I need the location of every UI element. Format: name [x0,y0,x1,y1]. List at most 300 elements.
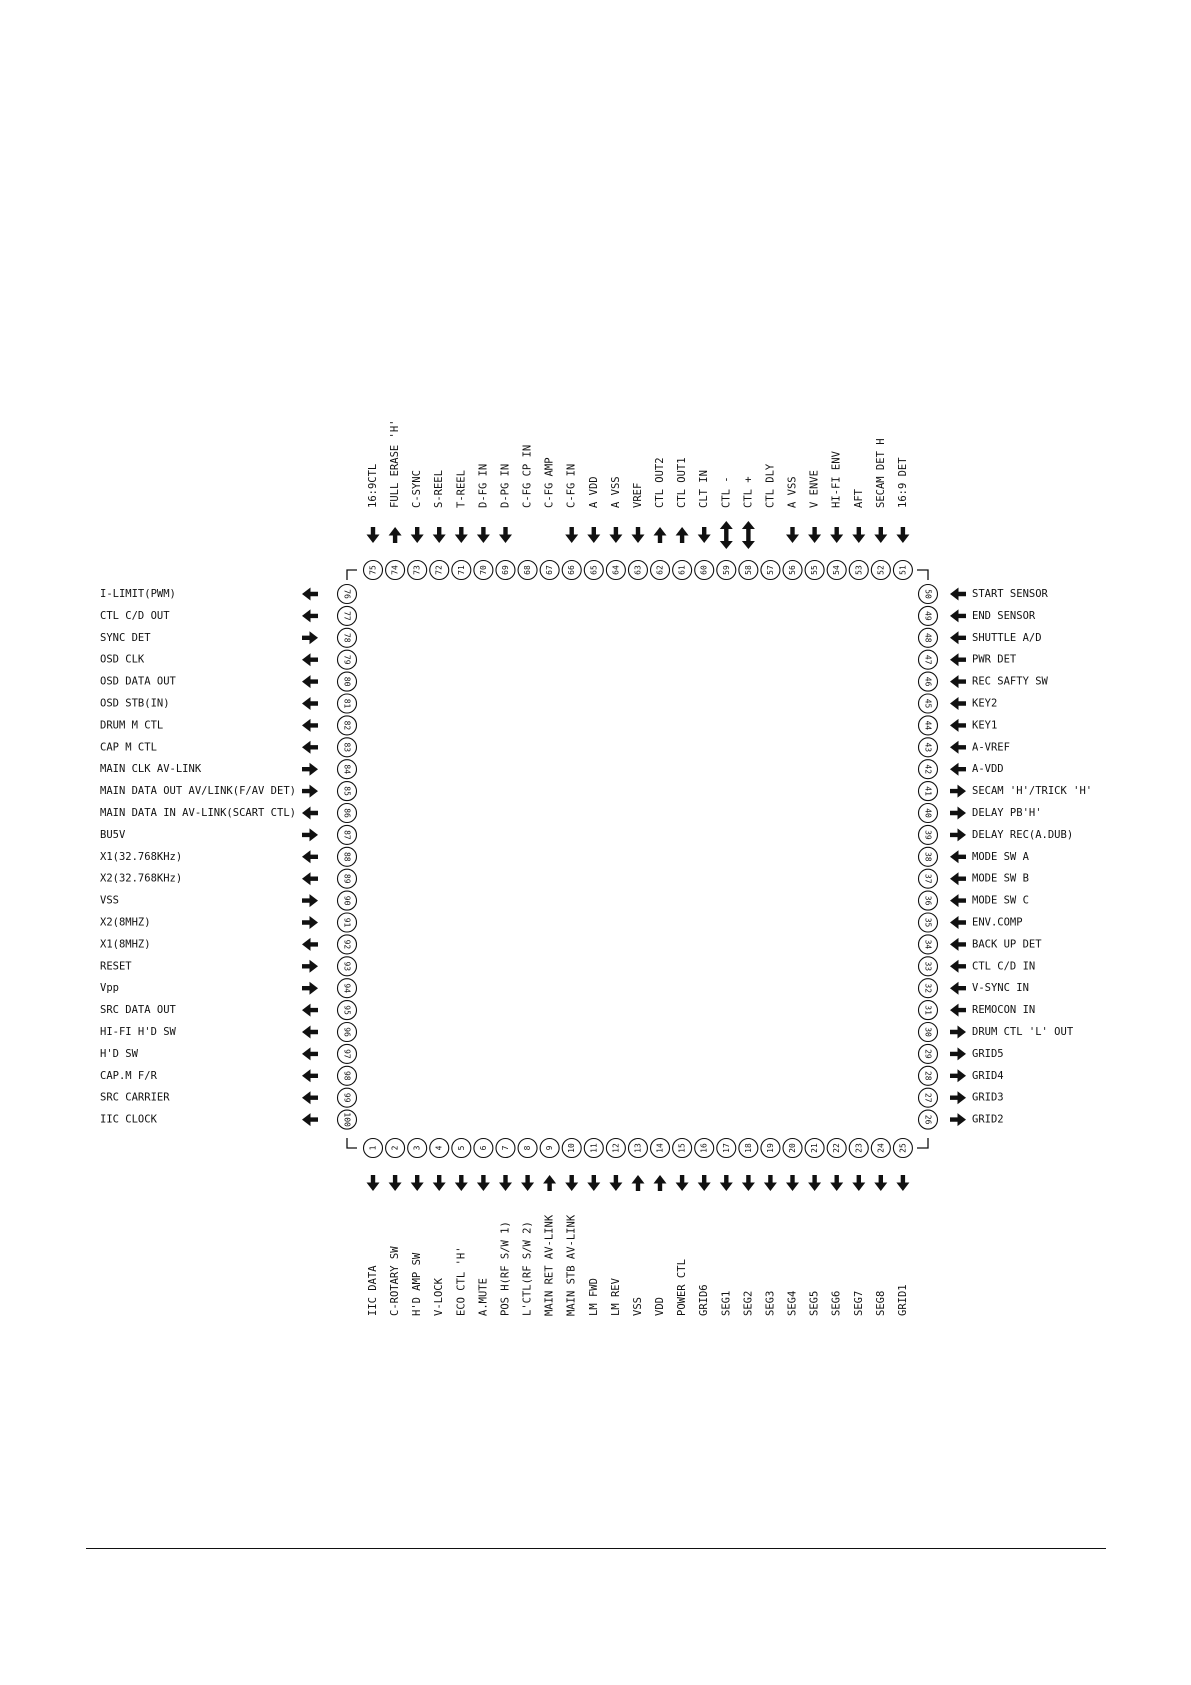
pin-31-arrow-in [950,1004,966,1017]
pin-98 [338,1066,357,1085]
pin-43-label-a-vref: A-VREF [972,741,1010,754]
pin-93-arrow-in [302,960,318,973]
pin-22 [827,1139,846,1158]
pin-64-label-a-vss: A VSS [609,476,622,508]
pin-18-arrow-out [742,1175,755,1191]
pin-25-arrow-out [896,1175,909,1191]
pin-97-number: 97 [342,1049,352,1059]
pin-84-number: 84 [342,764,352,775]
pin-32 [919,979,938,998]
pin-84-arrow-in [302,763,318,776]
pin-39-number: 39 [923,830,933,840]
pin-9-number: 9 [545,1145,555,1151]
pin-59-number: 59 [721,565,731,575]
pin-57-number: 57 [765,565,775,575]
pin-56-arrow-in [786,527,799,543]
pin-38-label-mode-sw-a: MODE SW A [972,850,1029,863]
pin-89-arrow-out [302,872,318,885]
pin-19-number: 19 [765,1143,775,1153]
pin-46-label-rec-safty-sw: REC SAFTY SW [972,675,1048,688]
pin-2-label-c-rotary-sw: C-ROTARY SW [389,1246,402,1316]
pin-65 [584,561,603,580]
pin-38 [919,847,938,866]
pin-8 [518,1139,537,1158]
pin-72 [430,561,449,580]
pin-85-number: 85 [342,786,352,796]
pin-68-label-c-fg-cp-in: C-FG CP IN [521,444,534,508]
pin-21-label-seg5: SEG5 [808,1290,821,1316]
pin-53-number: 53 [854,565,864,575]
pin-45 [919,694,938,713]
pin-30-label-drum-ctl-l-out: DRUM CTL 'L' OUT [972,1026,1074,1038]
pin-71 [452,561,471,580]
pin-99-number: 99 [342,1092,352,1103]
pin-28 [919,1066,938,1085]
pin-99 [338,1088,357,1107]
pin-97-label-h-d-sw: H'D SW [100,1047,138,1060]
pin-54-arrow-in [830,527,843,543]
pin-87-arrow-in [302,828,318,841]
pin-49-arrow-in [950,609,966,622]
pin-90-arrow-in [302,894,318,907]
pin-32-number: 32 [923,983,933,994]
pin-39-arrow-out [950,828,966,841]
pin-98-label-cap-m-f-r: CAP.M F/R [100,1069,157,1082]
pin-87 [338,825,357,844]
pin-73 [408,561,427,580]
pin-27-number: 27 [923,1092,933,1103]
pin-30-arrow-out [950,1026,966,1039]
pin-71-arrow-in [455,527,468,543]
pin-48-label-shuttle-a-d: SHUTTLE A/D [972,631,1042,644]
pin-26-arrow-out [950,1113,966,1126]
pin-15-number: 15 [677,1143,687,1153]
pin-80-arrow-out [302,675,318,688]
pin-56-number: 56 [788,565,798,575]
pin-29-arrow-out [950,1047,966,1060]
pin-96-number: 96 [342,1027,352,1037]
pin-46-number: 46 [923,676,933,687]
pin-68-number: 68 [523,565,533,575]
pin-94-label-vpp: Vpp [100,982,119,995]
pin-81-label-osd-stb-in: OSD STB(IN) [100,697,170,710]
pin-86 [338,804,357,823]
pin-96-arrow-out [302,1026,318,1039]
pin-70-label-d-fg-in: D-FG IN [477,463,490,508]
pin-40 [919,804,938,823]
pin-82-number: 82 [342,720,352,731]
pin-83-number: 83 [342,742,352,753]
pin-48-number: 48 [923,632,933,643]
pin-21-number: 21 [810,1143,820,1153]
pin-47-label-pwr-det: PWR DET [972,653,1017,666]
pin-12-arrow-out [609,1175,622,1191]
pin-19-label-seg3: SEG3 [764,1290,777,1316]
pin-27 [919,1088,938,1107]
pin-6 [474,1139,493,1158]
pin-35 [919,913,938,932]
pin-50 [919,585,938,604]
pin-48-arrow-in [950,631,966,644]
pin-91 [338,913,357,932]
pin-42 [919,760,938,779]
pin-83 [338,738,357,757]
pin-78 [338,628,357,647]
pin-62-arrow-out [654,527,667,543]
pin-28-arrow-out [950,1069,966,1082]
pin-11-arrow-out [587,1175,600,1191]
pin-58-label-ctl: CTL + [742,476,755,508]
pin-53 [849,561,868,580]
pin-1-arrow-out [367,1175,380,1191]
pin-13-number: 13 [633,1143,643,1153]
pin-33 [919,957,938,976]
pin-43-number: 43 [923,742,933,753]
pin-16 [695,1139,714,1158]
pin-4-label-v-lock: V-LOCK [433,1278,446,1316]
pin-17-arrow-out [720,1175,733,1191]
pin-92-number: 92 [342,939,352,950]
pin-58 [739,561,758,580]
pin-31-label-remocon-in: REMOCON IN [972,1004,1036,1017]
pin-62-number: 62 [655,565,665,575]
pin-26 [919,1110,938,1129]
pin-2-arrow-out [389,1175,402,1191]
pin-98-number: 98 [342,1070,352,1081]
pin-46-arrow-in [950,675,966,688]
pin-1-label-iic-data: IIC DATA [367,1265,379,1316]
pin-55-label-v-enve: V ENVE [808,470,821,508]
pin-65-arrow-in [587,527,600,543]
pin-85-label-main-data-out-av-link-f-av-det: MAIN DATA OUT AV/LINK(F/AV DET) [100,785,296,798]
pin-90-number: 90 [342,895,352,906]
pin-69-number: 69 [500,565,510,575]
pin-25 [893,1139,912,1158]
pin-95 [338,1001,357,1020]
pin-89 [338,869,357,888]
pin-49-label-end-sensor: END SENSOR [972,609,1036,622]
pin-88-label-x1-32-768khz: X1(32.768KHz) [100,850,183,863]
pin-75-number: 75 [368,565,378,575]
pin-78-number: 78 [342,632,352,643]
pin-86-label-main-data-in-av-link-scart-ctl: MAIN DATA IN AV-LINK(SCART CTL) [100,807,296,819]
pin-89-number: 89 [342,873,352,884]
pin-55-arrow-in [808,527,821,543]
chip-body-layer [347,570,928,1151]
pin-2 [386,1139,405,1158]
pin-63 [628,561,647,580]
pin-40-number: 40 [923,808,933,818]
pin-43-arrow-in [950,741,966,754]
pin-54-number: 54 [832,565,842,575]
pin-91-number: 91 [342,917,352,928]
pin-79 [338,650,357,669]
pin-37 [919,869,938,888]
pin-79-number: 79 [342,654,352,665]
pin-1-number: 1 [368,1145,378,1151]
pin-13 [628,1139,647,1158]
pin-95-arrow-out [302,1004,318,1017]
pin-26-number: 26 [923,1114,933,1125]
pin-66 [562,561,581,580]
pin-11-label-lm-fwd: LM FWD [587,1278,600,1316]
pin-34-number: 34 [923,939,933,950]
pin-18-number: 18 [743,1143,753,1153]
pin-57-label-ctl-dly: CTL DLY [764,463,777,508]
pin-92-label-x1-8mhz: X1(8MHZ) [100,938,151,951]
pin-76-label-i-limit-pwm: I-LIMIT(PWM) [100,588,176,600]
pin-8-arrow-out [521,1175,534,1191]
pin-76-arrow-out [302,588,318,601]
pin-23-label-seg7: SEG7 [852,1290,865,1316]
pin-82-label-drum-m-ctl: DRUM M CTL [100,719,164,732]
pin-86-number: 86 [342,808,352,818]
pin-88-number: 88 [342,851,352,862]
pin-70 [474,561,493,580]
pin-52-number: 52 [876,565,886,575]
pin-79-label-osd-clk: OSD CLK [100,653,145,666]
pin-84-label-main-clk-av-link: MAIN CLK AV-LINK [100,763,202,776]
pin-45-arrow-in [950,697,966,710]
pin-36-arrow-in [950,894,966,907]
pin-55-number: 55 [810,565,820,575]
pin-3-label-h-d-amp-sw: H'D AMP SW [411,1252,424,1316]
pin-77-arrow-out [302,609,318,622]
pin-25-number: 25 [898,1143,908,1153]
pin-11-number: 11 [589,1143,599,1153]
pins-layer [100,419,1092,1316]
pin-11 [584,1139,603,1158]
pin-23-arrow-out [852,1175,865,1191]
pin-10-number: 10 [567,1143,577,1153]
pin-93 [338,957,357,976]
pin-25-label-grid1: GRID1 [896,1284,909,1316]
pin-66-number: 66 [567,565,577,575]
pin-42-arrow-in [950,763,966,776]
pin-94-number: 94 [342,983,352,994]
pin-74-arrow-out [389,527,402,543]
pin-51-label-16-9-det: 16:9 DET [896,457,909,508]
pin-37-label-mode-sw-b: MODE SW B [972,872,1029,885]
pin-40-label-delay-pb-h: DELAY PB'H' [972,807,1042,819]
pin-97 [338,1044,357,1063]
pin-31-number: 31 [923,1005,933,1015]
pin-94 [338,979,357,998]
pin-94-arrow-in [302,982,318,995]
pin-15-arrow-out [676,1175,689,1191]
pin-60-number: 60 [699,565,709,575]
pin-32-arrow-in [950,982,966,995]
pin-12 [606,1139,625,1158]
pin-17-number: 17 [721,1143,731,1153]
pin-4-number: 4 [434,1145,444,1151]
pin-9 [540,1139,559,1158]
pin-61-arrow-out [676,527,689,543]
pin-74-label-full-erase-h: FULL ERASE 'H' [389,419,402,508]
pin-19-arrow-out [764,1175,777,1191]
pin-30-number: 30 [923,1027,933,1037]
pin-54 [827,561,846,580]
pin-100-label-iic-clock: IIC CLOCK [100,1113,157,1126]
pin-34-label-back-up-det: BACK UP DET [972,938,1042,951]
pin-92-arrow-out [302,938,318,951]
pin-38-number: 38 [923,851,933,862]
pin-27-label-grid3: GRID3 [972,1091,1004,1104]
pin-76 [338,585,357,604]
pin-81 [338,694,357,713]
pin-3-arrow-out [411,1175,424,1191]
pin-59-label-ctl: CTL - [720,476,733,508]
pin-80-label-osd-data-out: OSD DATA OUT [100,675,176,688]
pin-84 [338,760,357,779]
pin-65-label-a-vdd: A VDD [587,476,600,508]
pin-50-label-start-sensor: START SENSOR [972,588,1048,600]
pin-10-label-main-stb-av-link: MAIN STB AV-LINK [565,1214,578,1316]
pin-75-label-16-9ctl: 16:9CTL [367,463,379,508]
pin-51-arrow-in [896,527,909,543]
pin-26-label-grid2: GRID2 [972,1113,1004,1126]
pin-44-number: 44 [923,720,933,731]
pin-3-number: 3 [412,1145,422,1151]
pin-52-label-secam-det-h: SECAM DET H [874,438,887,508]
pin-77 [338,606,357,625]
pin-46 [919,672,938,691]
pin-78-label-sync-det: SYNC DET [100,631,151,644]
pin-41-label-secam-h-trick-h: SECAM 'H'/TRICK 'H' [972,785,1093,798]
pin-41 [919,782,938,801]
pin-17-label-seg1: SEG1 [720,1290,733,1316]
pin-62-label-ctl-out2: CTL OUT2 [654,457,667,508]
pin-14-arrow-in [654,1175,667,1191]
pin-8-label-l-ctl-rf-s-w-2: L'CTL(RF S/W 2) [521,1221,534,1316]
pin-66-label-c-fg-in: C-FG IN [565,463,578,508]
pin-87-label-bu5v: BU5V [100,828,126,841]
pin-93-number: 93 [342,961,352,972]
pin-61 [673,561,692,580]
pin-64-number: 64 [611,565,621,575]
pin-22-label-seg6: SEG6 [830,1290,843,1316]
pin-87-number: 87 [342,830,352,840]
pin-12-number: 12 [611,1143,621,1153]
pin-24 [871,1139,890,1158]
pin-73-label-c-sync: C-SYNC [411,470,424,508]
pin-65-number: 65 [589,565,599,575]
pin-50-arrow-in [950,588,966,601]
pin-5-arrow-out [455,1175,468,1191]
pin-36-number: 36 [923,895,933,906]
pin-96 [338,1023,357,1042]
pin-41-number: 41 [923,786,933,796]
pin-70-arrow-in [477,527,490,543]
pin-6-arrow-out [477,1175,490,1191]
pin-89-label-x2-32-768khz: X2(32.768KHz) [100,872,183,885]
pin-22-number: 22 [832,1143,842,1153]
pin-95-number: 95 [342,1005,352,1015]
pin-7-number: 7 [500,1145,510,1151]
pin-10-arrow-out [565,1175,578,1191]
pin-69-arrow-in [499,527,512,543]
pin-47 [919,650,938,669]
pin-35-number: 35 [923,917,933,928]
pin-69 [496,561,515,580]
pin-72-number: 72 [434,565,444,575]
pin-77-label-ctl-c-d-out: CTL C/D OUT [100,609,170,622]
pin-41-arrow-out [950,785,966,798]
chip-body-outline [347,570,928,1151]
pin-40-arrow-out [950,807,966,820]
pin-4 [430,1139,449,1158]
pin-35-label-env-comp: ENV.COMP [972,916,1023,929]
pin-50-number: 50 [923,589,933,599]
pin-95-label-src-data-out: SRC DATA OUT [100,1004,176,1017]
pin-4-arrow-out [433,1175,446,1191]
pin-81-number: 81 [342,698,352,709]
pin-75 [364,561,383,580]
pin-59 [717,561,736,580]
pin-72-arrow-in [433,527,446,543]
pin-82-arrow-out [302,719,318,732]
pin-2-number: 2 [390,1145,400,1151]
pin-74-number: 74 [390,565,400,575]
pin-62 [651,561,670,580]
pin-86-arrow-out [302,807,318,820]
pin-57 [761,561,780,580]
pin-24-number: 24 [876,1143,886,1153]
pin-80 [338,672,357,691]
pin-49 [919,606,938,625]
pin-23 [849,1139,868,1158]
pin-5-number: 5 [456,1145,466,1151]
pin-74 [386,561,405,580]
pin-20 [783,1139,802,1158]
pin-24-label-seg8: SEG8 [874,1290,887,1316]
pin-63-arrow-in [632,527,645,543]
pin-96-label-hi-fi-h-d-sw: HI-FI H'D SW [100,1026,176,1038]
pin-59-arrow-bi [720,521,733,549]
pin-15-label-power-ctl: POWER CTL [676,1259,689,1316]
pin-72-label-s-reel: S-REEL [433,470,446,508]
pin-54-label-hi-fi-env: HI-FI ENV [830,451,843,508]
pin-82 [338,716,357,735]
pin-29 [919,1044,938,1063]
pin-20-label-seg4: SEG4 [786,1290,799,1316]
pin-58-number: 58 [743,565,753,575]
pin-83-label-cap-m-ctl: CAP M CTL [100,741,157,754]
pin-88-arrow-out [302,850,318,863]
pin-28-number: 28 [923,1070,933,1081]
pin-10 [562,1139,581,1158]
pin-69-label-d-pg-in: D-PG IN [499,463,512,508]
pin-70-number: 70 [478,565,488,575]
pin-52 [871,561,890,580]
pin-30 [919,1023,938,1042]
pin-90 [338,891,357,910]
pin-66-arrow-in [565,527,578,543]
pin-39-label-delay-rec-a-dub: DELAY REC(A.DUB) [972,828,1074,841]
pin-36 [919,891,938,910]
pin-53-label-aft: AFT [852,489,865,508]
pin-9-label-main-ret-av-link: MAIN RET AV-LINK [543,1214,556,1316]
pin-13-label-vss: VSS [631,1297,644,1316]
pin-44-label-key1: KEY1 [972,719,998,732]
pin-100-arrow-out [302,1113,318,1126]
pin-60-label-clt-in: CLT IN [698,470,711,508]
pin-47-number: 47 [923,654,933,665]
pin-42-label-a-vdd: A-VDD [972,763,1004,776]
pin-75-arrow-in [367,527,380,543]
pin-7-arrow-out [499,1175,512,1191]
pin-21-arrow-out [808,1175,821,1191]
